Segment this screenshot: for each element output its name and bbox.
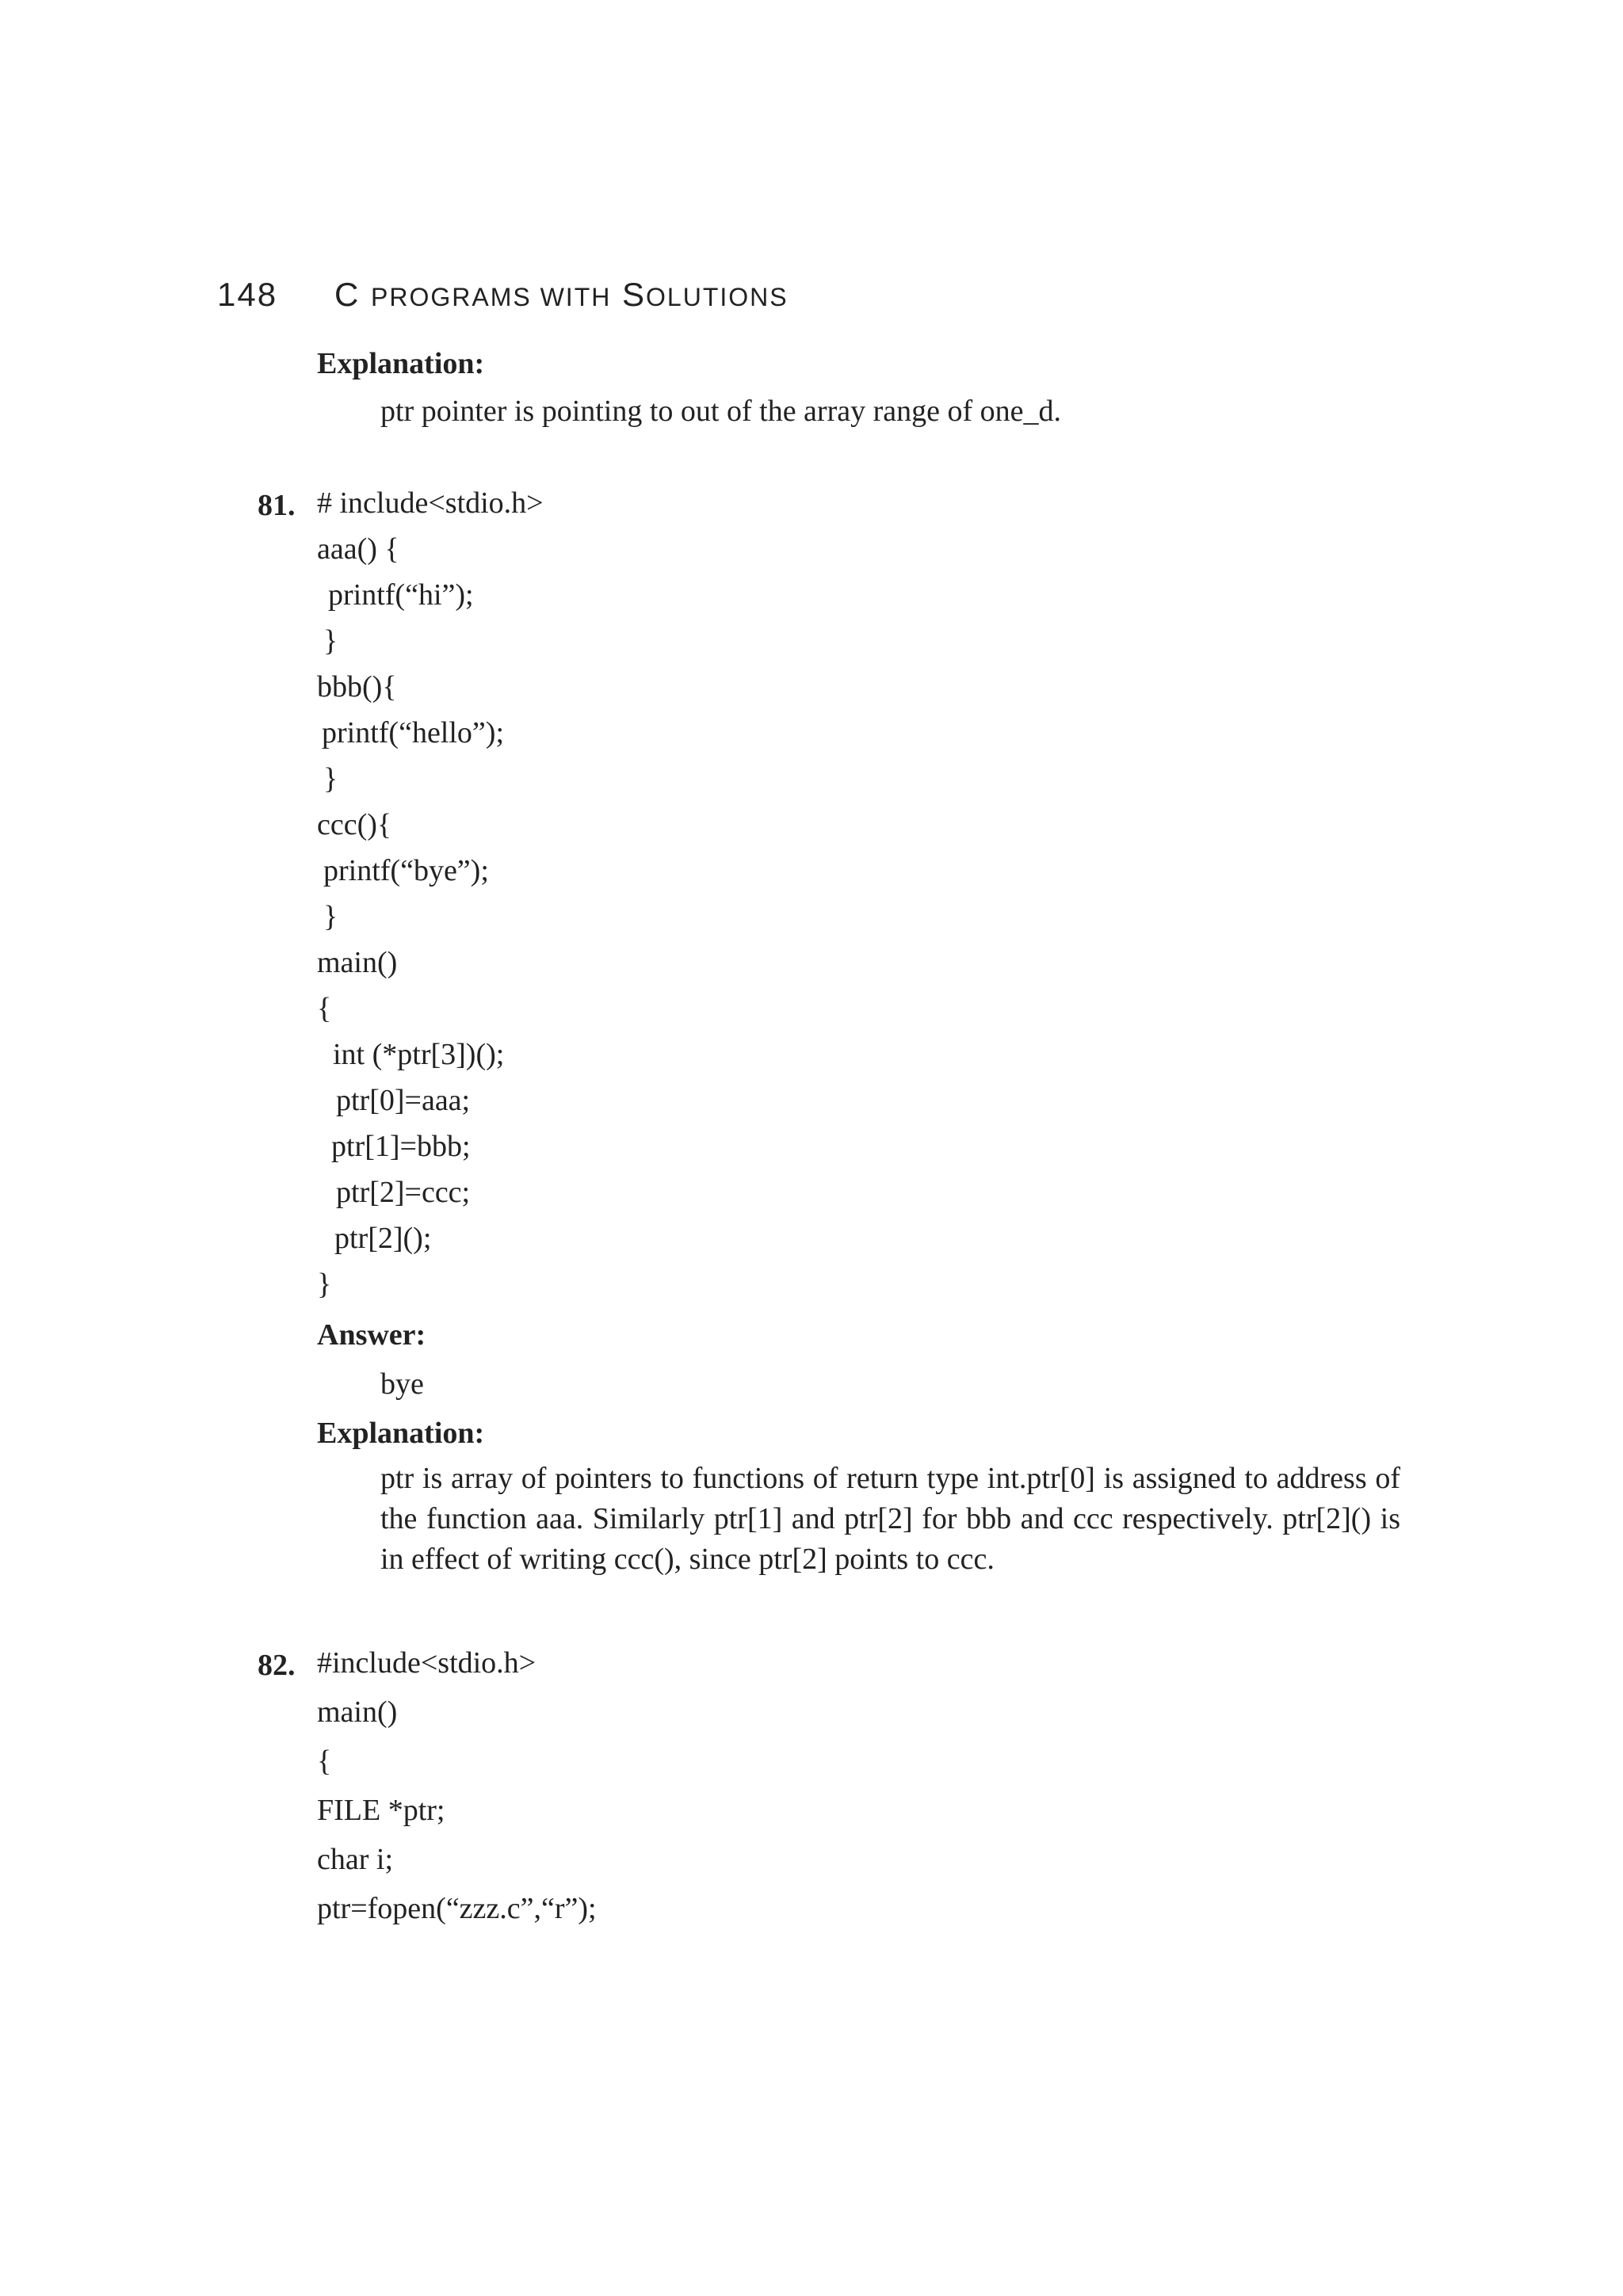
code-line: ptr[2]();: [334, 1222, 432, 1255]
book-title: [334, 276, 789, 314]
running-header: [217, 276, 789, 315]
code-line: char i;: [317, 1843, 394, 1876]
code-line: ptr[1]=bbb;: [331, 1130, 471, 1163]
code-line: main(): [317, 1695, 398, 1729]
code-line: }: [323, 900, 338, 933]
page-number: 148: [217, 276, 278, 313]
code-line: printf(“hello”);: [322, 716, 505, 749]
code-line: int (*ptr[3])();: [333, 1038, 505, 1071]
code-line: ptr=fopen(“zzz.c”,“r”);: [317, 1892, 597, 1925]
code-line: ptr[0]=aaa;: [336, 1084, 471, 1117]
question-number-82: 82.: [258, 1649, 296, 1682]
code-line: {: [317, 992, 332, 1025]
code-line: FILE *ptr;: [317, 1794, 445, 1827]
explanation-heading-prev: Explanation:: [317, 347, 485, 380]
code-line: main(): [317, 946, 398, 979]
title-rest-solutions: OLUTIONS: [646, 283, 789, 311]
explanation-text-prev: ptr pointer is pointing to out of the array range of one_d.: [380, 395, 1062, 428]
code-line: printf(“hi”);: [328, 578, 474, 612]
code-line: ptr[2]=ccc;: [336, 1176, 471, 1209]
answer-text-81: bye: [380, 1367, 424, 1401]
code-line: }: [323, 762, 338, 795]
title-rest-programs: PROGRAMS WITH: [371, 283, 612, 311]
question-number-81: 81.: [258, 489, 296, 522]
code-line: {: [317, 1745, 332, 1778]
explanation-text-81: ptr is array of pointers to functions of return type int.ptr[0] is assigned to address of the function aaa. Similarly ptr[1] and ptr[2] for bbb and ccc respectively. ptr[2]() is in effect of writing ccc(), since ptr[2] points to ccc.: [380, 1462, 1400, 1576]
code-line: aaa() {: [317, 532, 399, 566]
code-line: }: [317, 1268, 332, 1301]
code-line: printf(“bye”);: [323, 854, 489, 887]
answer-heading-81: Answer:: [317, 1318, 426, 1352]
title-initial-c: C: [334, 276, 361, 313]
code-line: ccc(){: [317, 808, 392, 841]
title-initial-s: S: [622, 276, 647, 313]
code-line: #include<stdio.h>: [317, 1646, 537, 1680]
code-line: # include<stdio.h>: [317, 486, 544, 520]
code-line: bbb(){: [317, 670, 397, 704]
code-line: }: [323, 624, 338, 658]
explanation-heading-81: Explanation:: [317, 1417, 485, 1450]
